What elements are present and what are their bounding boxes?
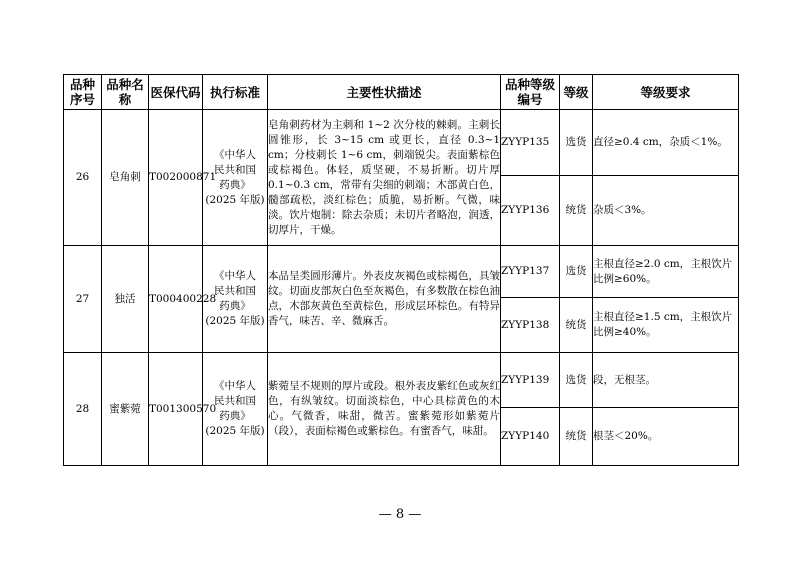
cell-req: 主根直径≥1.5 cm，主根饮片比例≥40%。: [593, 298, 739, 353]
cell-grade-code: ZYYP138: [501, 298, 560, 353]
cell-req: 直径≥0.4 cm，杂质＜1%。: [593, 110, 739, 176]
cell-code: T002000871: [149, 110, 203, 246]
cell-grade: 选货: [560, 353, 593, 408]
cell-standard: 《中华人 民共和国 药典》 (2025 年版): [203, 353, 268, 466]
header-grade: 等级: [560, 75, 593, 110]
cell-desc: 本品呈类圆形薄片。外表皮灰褐色或棕褐色，具皱纹。切面皮部灰白色至灰褐色，有多数散在棕色油点，木部灰黄色至黄棕色，形成层环棕色。有特异香气，味苦、辛、微麻舌。: [268, 246, 501, 353]
header-seq: 品种序号: [64, 75, 102, 110]
cell-grade: 统货: [560, 176, 593, 246]
page-number: — 8 —: [378, 507, 422, 522]
cell-req: 主根直径≥2.0 cm，主根饮片比例≥60%。: [593, 246, 739, 298]
cell-seq: 28: [64, 353, 102, 466]
cell-desc: 紫菀呈不规则的厚片或段。根外表皮紫红色或灰红色，有纵皱纹。切面淡棕色，中心具棕黄色的木心。气微香，味甜，微苦。蜜紫菀形如紫菀片（段），表面棕褐色或紫棕色。有蜜香气，味甜。: [268, 353, 501, 466]
cell-grade: 选货: [560, 110, 593, 176]
cell-grade: 统货: [560, 298, 593, 353]
grade-table: [63, 74, 739, 466]
header-desc: 主要性状描述: [268, 75, 501, 110]
cell-standard: 《中华人 民共和国 药典》 (2025 年版): [203, 110, 268, 246]
cell-grade-code: ZYYP135: [501, 110, 560, 176]
table-row: [64, 110, 739, 176]
cell-req: 段，无根茎。: [593, 353, 739, 408]
header-row: [64, 75, 739, 110]
cell-grade: 统货: [560, 408, 593, 466]
header-grade-code: 品种等级编号: [501, 75, 560, 110]
cell-standard: 《中华人 民共和国 药典》 (2025 年版): [203, 246, 268, 353]
cell-code: T000400228: [149, 246, 203, 353]
cell-name: 蜜紫菀: [102, 353, 149, 466]
cell-desc: 皂角刺药材为主刺和 1~2 次分枝的棘刺。主刺长圆锥形，长 3~15 cm 或更长，直径 0.3~1 cm；分枝刺长 1~6 cm，刺端锐尖。表面紫棕色或棕褐色。体轻，质坚硬，不易折断。切片厚 0.1~0.3 cm，常带有尖细的刺端；木部黄白色，髓部疏松，淡红棕色；质脆，易折断。气微，味淡。饮片炮制：除去杂质；未切片者略泡，润透，切厚片，干燥。: [268, 110, 501, 246]
cell-code: T001300570: [149, 353, 203, 466]
table-row: [64, 246, 739, 298]
cell-seq: 27: [64, 246, 102, 353]
cell-req: 根茎＜20%。: [593, 408, 739, 466]
cell-grade: 选货: [560, 246, 593, 298]
cell-grade-code: ZYYP139: [501, 353, 560, 408]
cell-name: 独活: [102, 246, 149, 353]
cell-seq: 26: [64, 110, 102, 246]
cell-name: 皂角刺: [102, 110, 149, 246]
table-row: [64, 353, 739, 408]
header-code: 医保代码: [149, 75, 203, 110]
cell-grade-code: ZYYP140: [501, 408, 560, 466]
header-req: 等级要求: [593, 75, 739, 110]
cell-grade-code: ZYYP136: [501, 176, 560, 246]
header-name: 品种名称: [102, 75, 149, 110]
cell-grade-code: ZYYP137: [501, 246, 560, 298]
cell-req: 杂质＜3%。: [593, 176, 739, 246]
header-standard: 执行标准: [203, 75, 268, 110]
